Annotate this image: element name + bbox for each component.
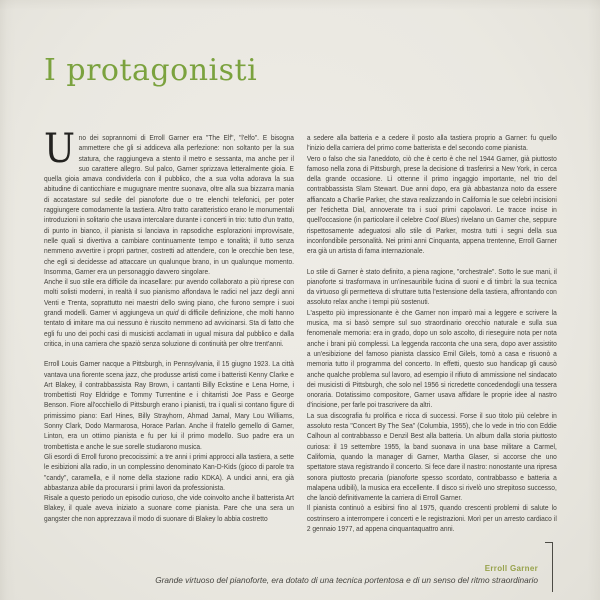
paragraph: Il pianista continuò a esibirsi fino al 1975, quando crescenti problemi di salute lo costrinsero a interrompere i concerti e le registrazioni. Morì per un arresto cardiaco il 2 gennaio 1977, ad appena cinquantaquattro anni.: [306, 503, 557, 533]
dropcap-letter: U: [44, 126, 75, 172]
article-columns: [44, 126, 557, 534]
paragraph: Gli esordi di Erroll furono precocissimi: a tre anni i primi approcci alla tastiera, a sette le esibizioni alla radio, in un complessino denominato Kan-D-Kids (gioco di parole tra "candy", caramella, e il nome della stazione radio KDKA). A undici anni, era già abbastanza abile da procurarsi i primi lavori da professionista.: [44, 451, 294, 492]
paragraph: Anche il suo stile era difficile da incasellare: pur avendo collaborato a più riprese con molti solisti moderni, in realtà il suo pianismo affondava le radici nel jazz degli anni Venti e Trenta, soprattutto nei maestri dello swing piano, che furono sempre i suoi grandi modelli. Garner vi aggiungeva un quid di difficile definizione, che molti hanno tentato di imitare ma cui nessuno è riuscito nemmeno ad avvicinarsi. Sta di fatto che egli fu uno dei pochi casi di musicisti acclamati in ugual misura dal pubblico e dalla critica, in una carriera che spaziò senza soluzione di continuità per oltre trent'anni.: [44, 277, 294, 348]
paragraph: Erroll Louis Garner nacque a Pittsburgh, in Pennsylvania, il 15 giugno 1923. La città vantava una fiorente scena jazz, che produsse artisti come i batteristi Kenny Clarke e Art Blakey, il contrabbassista Ray Brown, i cantanti Billy Eckstine e Lena Horne, i trombettisti Roy Eldridge e Tommy Turrentine e i chitarristi Joe Pass e George Benson. Fiore all'occhiello di Pittsburgh erano i pianisti, tra i quali si contano figure di primissimo piano: Earl Hines, Billy Strayhorn, Ahmad Jamal, Mary Lou Williams, Sonny Clark, Dodo Marmarosa, Horace Parlan. Anche il fratello gemello di Garner, Linton, era un ottimo pianista e fu per lui il primo modello. Suo padre era un trombettista e anche le sue sorelle studiarono musica.: [44, 359, 294, 451]
corner-bracket-mark: [545, 542, 553, 592]
column-left: [44, 126, 294, 534]
text-block: [307, 133, 557, 257]
text-block: [44, 359, 294, 524]
paragraph: L'aspetto più impressionante è che Garner non imparò mai a leggere e scrivere la musica, ma si basò sempre sul suo straordinario orecchio naturale e sulla sua fenomenale memoria: era in grado, dopo un solo ascolto, di rieseguire nota per nota anche i brani più complessi. La leggenda racconta che una sera, dopo aver assistito a un'esibizione del famoso pianista classico Emil Gilels, tornò a casa e risuonò a memoria tutto il programma del concerto. In effetti, questo suo handicap gli causò anche qualche problema sul lavoro, ad esempio il rifiuto di ammissione nel sindacato dei musicisti di Pittsburgh, che solo nel 1956 si ricredette concedendogli una tessera onoraria. Dotatissimo compositore, Garner usava affidare le proprie idee al nastro d'incisione, per farle poi trascrivere da altri.: [306, 307, 557, 410]
caption-artist-name: Erroll Garner: [484, 564, 538, 573]
page-title: I protagonisti: [44, 53, 258, 88]
caption-description: Grande virtuoso del pianoforte, era dotato di una tecnica portentosa e di un senso del ritmo straordinario: [155, 575, 538, 585]
text-block: [307, 267, 557, 535]
paragraph: Lo stile di Garner è stato definito, a piena ragione, "orchestrale". Sotto le sue mani, il pianoforte si trasformava in un'inesauribile fucina di suoni e di timbri: la sua tecnica da virtuoso gli permetteva di sfruttare tutta l'estensione della tastiera, affrontando con assoluto relax anche i tempi più sostenuti.: [306, 266, 557, 307]
photo-caption: [38, 564, 538, 585]
paragraph: Vero o falso che sia l'aneddoto, ciò che è certo è che nel 1944 Garner, già piuttosto famoso nella zona di Pittsburgh, prese la decisione di trasferirsi a New York, in cerca della grande occasione. Lì ottenne il primo ingaggio importante, nel trio del contrabbassista Slam Stewart. Due anni dopo, era già abbastanza noto da essere affiancato a Charlie Parker, che stava realizzando in California le sue celebri incisioni per l'etichetta Dial, annoverate tra i suoi primi capolavori. Le tracce incise in quell'occasione (in particolare il celebre Cool Blues) rivelano un Garner che, seppure rispettosamente adeguatosi allo stile di Parker, mostra tutti i segni della sua inconfondibile personalità. Nei primi anni Cinquanta, appena trentenne, Erroll Garner era già un artista di fama internazionale.: [306, 153, 557, 256]
paragraph: Risale a questo periodo un episodio curioso, che vide coinvolto anche il batterista Art Blakey, il quale aveva iniziato a suonare come pianista. Pare che una sera un gangster che non apprezzava il modo di suonare di Blakey lo abbia costretto: [44, 493, 294, 523]
paragraph: a sedere alla batteria e a cedere il posto alla tastiera proprio a Garner: fu quello l'inizio della carriera del primo come batterista e del secondo come pianista.: [306, 133, 557, 153]
paragraph: La sua discografia fu prolifica e ricca di successi. Forse il suo titolo più celebre in assoluto resta "Concert By The Sea" (Columbia, 1955), che lo vede in trio con Eddie Calhoun al contrabbasso e Denzil Best alla batteria. Un album dalla storia piuttosto curiosa: il 19 settembre 1955, la band suonava in una base militare a Carmel, California, quando la manager di Garner, Martha Glaser, si accorse che uno spettatore stava registrando il concerto. Si fece dare il nastro: nonostante una ripresa sonora piuttosto precaria (pianoforte spesso scordato, contrabbasso e batteria a malapena udibili), la musica era eccellente. Il disco si rivelò uno strepitoso successo, che lanciò definitivamente la carriera di Erroll Garner.: [306, 410, 557, 503]
paragraph: Uno dei soprannomi di Erroll Garner era "The Elf", "l'elfo". E bisogna ammettere che gli si addiceva alla perfezione: non soltanto per la sua statura, che raggiungeva a stento il metro e sessanta, ma anche per il suo carattere allegro. Sul palco, Garner sprizzava letteralmente gioia. E quella gioia amava condividerla con il pubblico, che a sua volta adorava la sua abitudine di canticchiare e mugugnare mentre suonava, oltre alla sua bizzarra mania di accatastare sul sedile del pianoforte due o tre elenchi telefonici, per poter raggiungere comodamente la tastiera. Altro tratto caratteristico erano le monumentali introduzioni in solitario che usava intercalare durante i concerti in trio: tutto d'un tratto, di punto in bianco, il pianista si lanciava in rapsodiche esplorazioni improvvisate, nelle quali si divertiva a cambiare continuamente tempo e tonalità; il tutto senza nemmeno avvertire i propri partner, costretti ad attendere, con le orecchie ben tese, che egli si decidesse ad attaccare un qualunque brano, in un qualunque momento. Insomma, Garner era un personaggio davvero singolare.: [44, 126, 294, 276]
text-block: [44, 126, 294, 349]
column-right: [307, 133, 557, 534]
